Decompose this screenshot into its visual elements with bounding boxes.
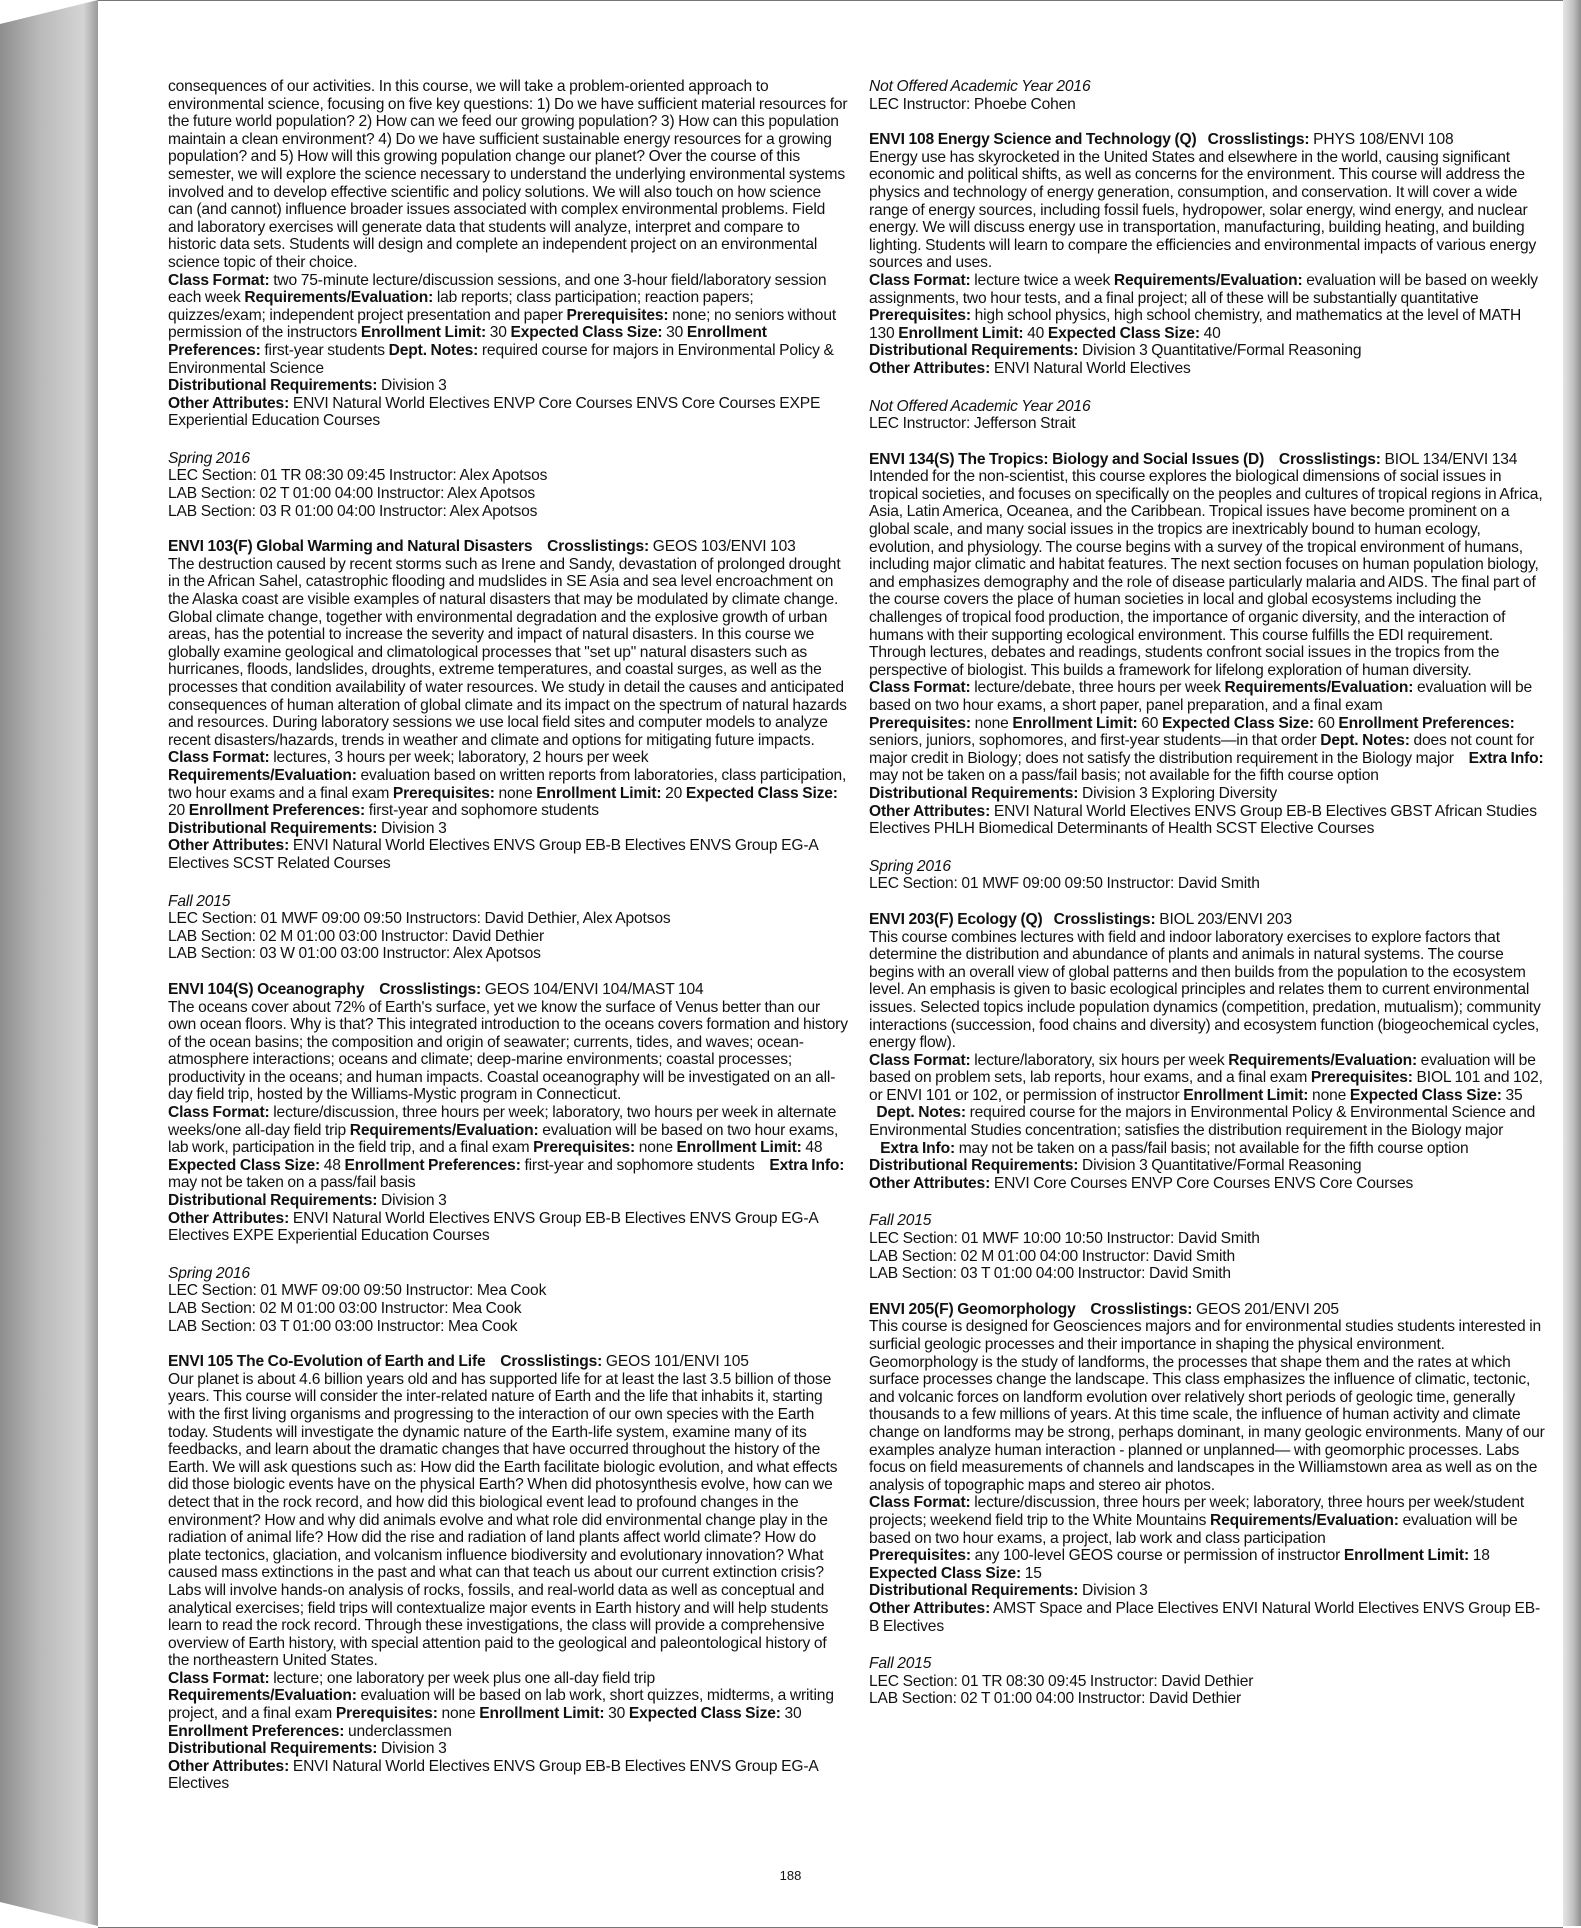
course-heading: ENVI 205(F) Geomorphology Crosslistings: GEOS 201/ENVI 205 xyxy=(869,1300,1339,1318)
course-fields: Class Format: lectures, 3 hours per week; laboratory, 2 hours per week Requirements/Evaluation: evaluation based on written reports from laboratories, class participation, two hour exams and a final exam Prerequisites: none Enrollment Limit: 20 Expected Class Size: 20 Enrollment Preferences: first-year and sophomore students xyxy=(168,749,847,820)
course-dist-req: Distributional Requirements: Division 3 xyxy=(168,819,447,837)
term-heading: Fall 2015 xyxy=(168,892,231,910)
course-heading: ENVI 103(F) Global Warming and Natural Disasters Crosslistings: GEOS 103/ENVI 103 xyxy=(168,538,796,556)
section-line: LEC Section: 01 TR 08:30 09:45 Instructor: David Dethier xyxy=(869,1672,1254,1690)
course-dist-req: Distributional Requirements: Division 3 xyxy=(869,1582,1148,1600)
section-line: LAB Section: 02 M 01:00 03:00 Instructor: David Dethier xyxy=(168,927,545,945)
term-heading: Fall 2015 xyxy=(869,1212,932,1230)
course-entry-envi103 xyxy=(168,538,848,963)
course-other-attr: Other Attributes: ENVI Natural World Electives ENVS Group EB-B Electives ENVS Group EG-A Electives xyxy=(168,1757,818,1793)
course-entry-envi105 xyxy=(168,1353,848,1793)
course-fields: Class Format: lecture/laboratory, six hours per week Requirements/Evaluation: evaluation will be based on problem sets, lab reports, hour exams, and a final exam Prerequisites: BIOL 101 and 102, or ENVI 101 or 102, or permission of instructor Enrollment Limit: none Expected Class Size: 35 Dept. Notes: required course for the majors in Environmental Policy & Environmental Science and Environmental Studies concentration; satisfies the distribution requirement in the Biology major Extra Info: may not be taken on a pass/fail basis; not available for the fifth course option xyxy=(869,1051,1543,1157)
page-edge-left xyxy=(0,0,98,1926)
course-description: Energy use has skyrocketed in the United States and elsewhere in the world, causing significant economic and political shifts, as well as concerns for the environment. This course will address the physics and technology of energy generation, consumption, and conservation. It will cover a wide range of energy sources, including fossil fuels, hydropower, solar energy, wind energy, and nuclear energy. We will discuss energy use in transportation, manufacturing, building heating, and building lighting. Students will learn to compare the efficiencies and environmental impacts of various energy sources and uses. xyxy=(869,148,1537,272)
term-heading: Not Offered Academic Year 2016 xyxy=(869,397,1091,415)
intro-dist-req: Distributional Requirements: Division 3 xyxy=(168,377,447,395)
course-description: This course is designed for Geosciences majors and for environmental studies students interested in surficial geologic processes and their importance in shaping the physical environment. Geomorphology is the study of landforms, the processes that shape them and the rates at which surface processes change the landscape. This class emphasizes the influence of climatic, tectonic, and volcanic forces on landform evolution over relatively short periods of geologic time, generally thousands to a few millions of years. At this time scale, the influence of human activity and climate change on landforms may be strong, perhaps dominant, in many geologic environments. Many of our examples analyze human interaction - planned or unplanned— with geomorphic processes. Labs focus on field measurements of channels and landscapes in the Williamstown area as well as on the analysis of topographic maps and stereo air photos. xyxy=(869,1318,1545,1494)
course-fields: Class Format: lecture/discussion, three hours per week; laboratory, three hours per week/student projects; weekend field trip to the White Mountains Requirements/Evaluation: evaluation will be based on two hour exams, a project, lab work and class participation Prerequisites: any 100-level GEOS course or permission of instructor Enrollment Limit: 18 Expected Class Size: 15 xyxy=(869,1494,1525,1582)
course-fields: Class Format: lecture twice a week Requirements/Evaluation: evaluation will be based on weekly assignments, two hour tests, and a final project; all of these will be substantially quantitative Prerequisites: high school physics, high school chemistry, and mathematics at the level of MATH 130 Enrollment Limit: 40 Expected Class Size: 40 xyxy=(869,271,1538,342)
term-heading: Fall 2015 xyxy=(869,1655,932,1673)
course-heading: ENVI 105 The Co-Evolution of Earth and Life Crosslistings: GEOS 101/ENVI 105 xyxy=(168,1353,749,1371)
section-line: LAB Section: 03 R 01:00 04:00 Instructor: Alex Apotsos xyxy=(168,502,538,520)
section-line: LEC Section: 01 MWF 09:00 09:50 Instructor: David Smith xyxy=(869,875,1260,893)
course-description: This course combines lectures with field and indoor laboratory exercises to explore factors that determine the distribution and abundance of plants and animals in natural systems. The course begins with an overall view of global patterns and then builds from the population to the ecosystem level. An emphasis is given to basic ecological principles and relates them to current environmental issues. Selected topics include population dynamics (competition, predation, mutualism); community interactions (succession, food chains and diversity) and ecosystem function (biogeochemical cycles, energy flow). xyxy=(869,928,1541,1052)
course-description: Our planet is about 4.6 billion years old and has supported life for at least the last 3.5 billion of those years. This course will consider the inter-related nature of Earth and the life that inhabits it, starting with the first living organisms and progressing to the interaction of our own species with the Earth today. Students will investigate the dynamic nature of the Earth-life system, examine many of its feedbacks, and learn about the dramatic changes that have occurred throughout the history of the Earth. We will ask questions such as: How did the Earth facilitate biologic evolution, and what effects did those biologic events have on the physical Earth? When did photosynthesis evolve, how can we detect that in the rock record, and how did this biological event lead to profound changes in the environment? How and why did animals evolve and what role did environmental change play in the radiation of animal life? How did the rise and radiation of land plants affect world climate? How do plate tectonics, glaciation, and volcanism influence biodiversity and evolutionary innovation? What caused mass extinctions in the past and what can that teach us about our current extinction crisis? Labs will involve hands-on analysis of rocks, fossils, and real-world data as well as conceptual and analytical exercises; field trips will contextualize major events in Earth history and will help students learn to read the rock record. Through these investigations, the class will provide a comprehensive overview of Earth history, with special attention paid to the geological and paleontological history of the northeastern United States. xyxy=(168,1370,838,1670)
course-heading: ENVI 134(S) The Tropics: Biology and Social Issues (D) Crosslistings: BIOL 134/ENVI 134 xyxy=(869,450,1518,468)
course-other-attr: Other Attributes: AMST Space and Place Electives ENVI Natural World Electives ENVS Group EB-B Electives xyxy=(869,1599,1540,1635)
section-line: LEC Section: 01 MWF 10:00 10:50 Instructor: David Smith xyxy=(869,1230,1260,1248)
right-column xyxy=(869,78,1545,1708)
course-description: Intended for the non-scientist, this course explores the biological dimensions of social issues in tropical societies, and focuses on specifically on the peoples and cultures of tropical regions in Africa, Asia, Latin America, Oceanea, and the Caribbean. Tropical issues have become prominent on a global scale, and many social issues in the tropics are inextricably bound to human ecology, evolution, and physiology. The course begins with a survey of the tropical environment of humans, including major climatic and habitat features. The next section focuses on human population biology, and emphasizes demography and the role of disease particularly malaria and AIDS. The final part of the course covers the place of human societies in local and global ecosystems including the challenges of tropical food production, the importance of organic diversity, and the interaction of humans with their supporting ecological environment. This course fulfills the EDI requirement. Through lectures, debates and readings, students confront social issues in the tropics from the perspective of biologist. This builds a framework for lifelong exploration of human diversity. xyxy=(869,468,1543,679)
section-line: LEC Section: 01 TR 08:30 09:45 Instructor: Alex Apotsos xyxy=(168,467,548,485)
course-other-attr: Other Attributes: ENVI Natural World Electives xyxy=(869,359,1191,377)
course-other-attr: Other Attributes: ENVI Natural World Electives ENVS Group EB-B Electives ENVS Group EG-A Electives EXPE Experiential Education Courses xyxy=(168,1209,818,1245)
course-heading: ENVI 108 Energy Science and Technology (Q) Crosslistings: PHYS 108/ENVI 108 xyxy=(869,131,1454,149)
section-line: LAB Section: 02 M 01:00 03:00 Instructor: Mea Cook xyxy=(168,1300,522,1317)
page-edge-right xyxy=(1563,0,1581,1926)
section-line: LAB Section: 02 T 01:00 04:00 Instructor: David Dethier xyxy=(869,1690,1242,1708)
section-line: LEC Section: 01 MWF 09:00 09:50 Instructors: David Dethier, Alex Apotsos xyxy=(168,910,671,928)
course-heading: ENVI 104(S) Oceanography Crosslistings: GEOS 104/ENVI 104/MAST 104 xyxy=(168,980,704,998)
course-dist-req: Distributional Requirements: Division 3 Quantitative/Formal Reasoning xyxy=(869,1157,1362,1175)
intro-description: consequences of our activities. In this course, we will take a problem-oriented approach to environmental science, focusing on five key questions: 1) Do we have sufficient material resources for the future world population? 2) How can we feed our growing population? 3) How can this population maintain a clean environment? 4) Do we have sufficient sustainable energy resources for a growing population? and 5) How will this growing population change our planet? Over the course of this semester, we will explore the science necessary to understand the underlying environmental systems involved and to develop effective scientific and policy solutions. We will also touch on how science can (and cannot) influence broader issues associated with complex environmental problems. Field and laboratory exercises will generate data that students will analyze, interpret and compare to historic data sets. Students will design and complete an independent project on an environmental science topic of their choice. xyxy=(168,78,848,271)
section-line: LAB Section: 02 M 01:00 04:00 Instructor: David Smith xyxy=(869,1247,1235,1265)
course-fields: Class Format: lecture/debate, three hours per week Requirements/Evaluation: evaluation will be based on two hour exams, a short paper, panel preparation, and a final exam Prerequisites: none Enrollment Limit: 60 Expected Class Size: 60 Enrollment Preferences: seniors, juniors, sophomores, and first-year students—in that order Dept. Notes: does not count for major credit in Biology; does not satisfy the distribution requirement in the Biology major Extra Info: may not be taken on a pass/fail basis; not available for the fifth course option xyxy=(869,679,1544,785)
section-line: LEC Instructor: Phoebe Cohen xyxy=(869,95,1076,113)
term-heading: Not Offered Academic Year 2016 xyxy=(869,78,1091,95)
course-other-attr: Other Attributes: ENVI Natural World Electives ENVS Group EB-B Electives ENVS Group EG-A Electives SCST Related Courses xyxy=(168,837,818,872)
section-line: LAB Section: 02 T 01:00 04:00 Instructor: Alex Apotsos xyxy=(168,485,536,503)
course-dist-req: Distributional Requirements: Division 3 xyxy=(168,1192,447,1210)
term-heading: Spring 2016 xyxy=(168,1264,250,1282)
course-entry-envi108 xyxy=(869,131,1545,433)
left-column xyxy=(168,78,848,1793)
course-fields: Class Format: lecture; one laboratory per week plus one all-day field trip Requirements/Evaluation: evaluation will be based on lab work, short quizzes, midterms, a writing project, and a final exam Prerequisites: none Enrollment Limit: 30 Expected Class Size: 30 Enrollment Preferences: underclassmen xyxy=(168,1669,834,1740)
page-number: 188 xyxy=(779,1868,802,1883)
section-line: LEC Section: 01 MWF 09:00 09:50 Instructor: Mea Cook xyxy=(168,1282,547,1300)
term-heading: Spring 2016 xyxy=(869,857,951,875)
course-other-attr: Other Attributes: ENVI Core Courses ENVP Core Courses ENVS Core Courses xyxy=(869,1174,1414,1192)
course-dist-req: Distributional Requirements: Division 3 Exploring Diversity xyxy=(869,784,1278,802)
intro-fields: Class Format: two 75-minute lecture/discussion sessions, and one 3-hour field/laboratory session each week Requirements/Evaluation: lab reports; class participation; reaction papers; quizzes/exam; independent project presentation and paper Prerequisites: none; no seniors without permission of the instructors Enrollment Limit: 30 Expected Class Size: 30 Enrollment Preferences: first-year students Dept. Notes: required course for majors in Environmental Policy & Environmental Science xyxy=(168,271,837,377)
course-heading: ENVI 203(F) Ecology (Q) Crosslistings: BIOL 203/ENVI 203 xyxy=(869,910,1293,928)
course-entry-envi203 xyxy=(869,911,1545,1283)
course-dist-req: Distributional Requirements: Division 3 Quantitative/Formal Reasoning xyxy=(869,342,1362,360)
course-entry-envi205 xyxy=(869,1301,1545,1708)
course-description: The destruction caused by recent storms such as Irene and Sandy, devastation of prolonged drought in the African Sahel, catastrophic flooding and mudslides in SE Asia and sea level encroachment on the Alaska coast are visible examples of natural disasters that may be modulated by climate change. Global climate change, together with environmental degradation and the explosive growth of urban areas, has the potential to increase the severity and impact of natural disasters. In this course we globally examine geological and climatological processes that "set up" natural disasters such as hurricanes, floods, landslides, droughts, extreme temperatures, and coastal surges, as well as the processes that condition availability of water resources. We study in detail the causes and anticipated consequences of human alteration of global climate and its impact on the spectrum of natural hazards and resources. During laboratory sessions we use local field sites and computer models to analyze recent disasters/hazards, trends in weather and climate and options for mitigating future impacts. xyxy=(168,555,847,749)
section-line: LAB Section: 03 T 01:00 04:00 Instructor: David Smith xyxy=(869,1265,1231,1283)
course-entry-envi104 xyxy=(168,981,848,1335)
course-description: The oceans cover about 72% of Earth's surface, yet we know the surface of Venus better than our own ocean floors. Why is that? This integrated introduction to the oceans covers formation and history of the ocean basins; the composition and origin of seawater; currents, tides, and waves; ocean-atmosphere interactions; oceans and climate; deep-marine environments; coastal processes; productivity in the oceans; and human impacts. Coastal oceanography will be investigated on an all-day field trip, hosted by the Williams-Mystic program in Connecticut. xyxy=(168,998,848,1104)
section-line: LAB Section: 03 W 01:00 03:00 Instructor: Alex Apotsos xyxy=(168,945,541,963)
intro-other-attr: Other Attributes: ENVI Natural World Electives ENVP Core Courses ENVS Core Courses EXPE Experiential Education Courses xyxy=(168,394,821,430)
course-dist-req: Distributional Requirements: Division 3 xyxy=(168,1740,447,1758)
course-entry-envi134 xyxy=(869,451,1545,893)
course-other-attr: Other Attributes: ENVI Natural World Electives ENVS Group EB-B Electives GBST African Studies Electives PHLH Biomedical Determinants of Health SCST Elective Courses xyxy=(869,802,1537,838)
section-line: LEC Instructor: Jefferson Strait xyxy=(869,415,1076,433)
term-heading: Spring 2016 xyxy=(168,449,250,467)
section-line: LAB Section: 03 T 01:00 03:00 Instructor: Mea Cook xyxy=(168,1317,518,1335)
course-fields: Class Format: lecture/discussion, three hours per week; laboratory, two hours per week in alternate weeks/one all-day field trip Requirements/Evaluation: evaluation will be based on two hour exams, lab work, participation in the field trip, and a final exam Prerequisites: none Enrollment Limit: 48 Expected Class Size: 48 Enrollment Preferences: first-year and sophomore students Extra Info: may not be taken on a pass/fail basis xyxy=(168,1104,845,1192)
